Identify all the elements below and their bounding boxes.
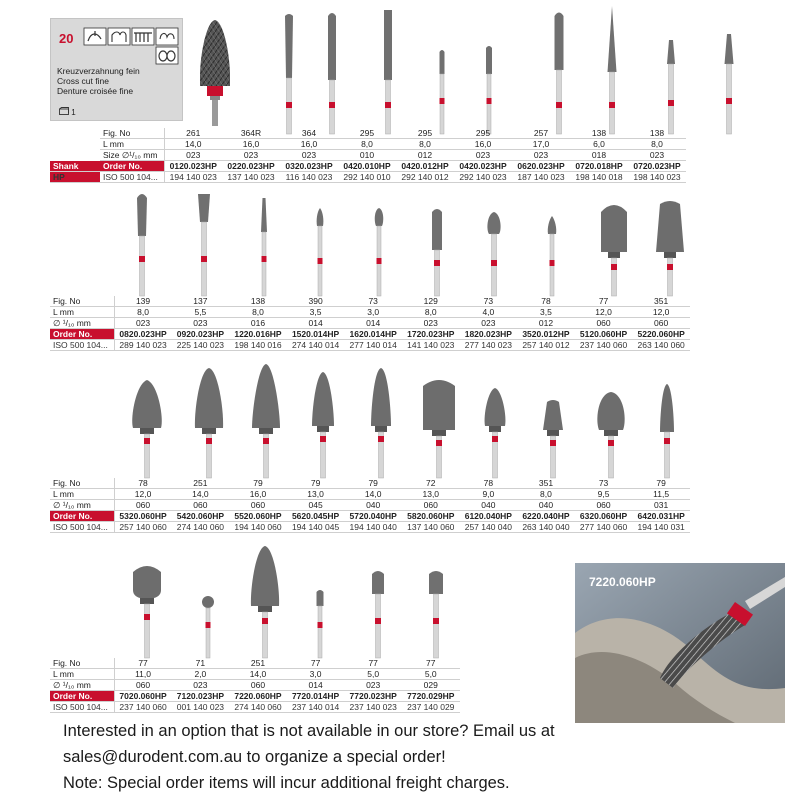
size-cell: 060 [172,500,230,511]
length-cell: 2,0 [172,669,230,680]
spec-row-size [50,150,686,161]
iso-cell: 137 140 060 [402,522,460,533]
order-number[interactable]: 1620.014HP [344,329,402,340]
spec-table-row-3 [50,478,690,533]
fig-cell: 79 [344,478,402,489]
length-cell: 9,5 [575,489,633,500]
header-icons [83,27,183,65]
length-cell: 3,0 [287,669,345,680]
size-cell: 014 [287,318,345,329]
special-order-note-line-1: Interested in an option that is not available in our store? Email us at [63,722,555,740]
iso-cell: 274 140 060 [229,702,287,713]
iso-cell: 198 140 023 [628,172,686,183]
length-cell: 8,0 [517,489,575,500]
order-number[interactable]: 5420.060HP [172,511,230,522]
length-cell: 5,5 [172,307,230,318]
fig-cell: 78 [460,478,518,489]
fig-cell: 351 [632,296,690,307]
label-diameter: ∅ ¹/₁₀ mm [50,500,114,511]
tool-illustration-5420-060hp [190,366,228,478]
tool-illustration-6320-060hp [592,390,630,478]
size-cell: 023 [164,150,222,161]
order-number[interactable]: 7220.060HP [229,691,287,702]
tool-illustration-5520-060hp [247,362,285,478]
pack-quantity-value: 1 [71,108,76,117]
label-l-mm: L mm [100,139,164,150]
iso-cell: 187 140 023 [512,172,570,183]
order-number[interactable]: 0320.023HP [280,161,338,172]
order-number[interactable]: 0420.010HP [338,161,396,172]
special-order-email[interactable]: sales@durodent.com.au to organize a special order! [63,748,446,766]
label-iso: ISO 500 104... [50,702,114,713]
tool-illustration-0920-023hp [192,192,216,296]
size-cell: 040 [517,500,575,511]
spec-row-iso [50,702,460,713]
fig-cell: 77 [287,658,345,669]
cut-type-en: Cross cut fine [57,76,109,86]
size-cell: 060 [575,500,633,511]
spec-table-row-1 [50,128,686,183]
length-cell: 16,0 [229,489,287,500]
iso-cell: 237 140 060 [575,340,633,351]
label-order-no: Order No. [50,329,114,340]
label-fig-no: Fig. No [50,296,114,307]
length-cell: 17,0 [512,139,570,150]
length-cell: 8,0 [114,307,172,318]
spec-row-fig [50,658,460,669]
order-number[interactable]: 7720.023HP [344,691,402,702]
length-cell: 3,5 [517,307,575,318]
size-cell: 031 [632,500,690,511]
order-number[interactable]: 6320.060HP [575,511,633,522]
iso-cell: 198 140 018 [570,172,628,183]
length-cell: 8,0 [229,307,287,318]
length-cell: 8,0 [402,307,460,318]
tool-illustration-7020-060hp [128,560,166,658]
pack-quantity [59,107,76,117]
iso-cell: 137 140 023 [222,172,280,183]
order-number[interactable]: 0720.018HP [570,161,628,172]
label-order-no: Order No. [50,511,114,522]
tool-illustration-5220-060hp [652,198,688,296]
tool-illustration-1820-023hp [482,210,506,296]
order-number[interactable]: 6220.040HP [517,511,575,522]
iso-cell: 237 140 014 [287,702,345,713]
fig-cell: 138 [628,128,686,139]
label-fig-no: Fig. No [50,478,114,489]
order-number[interactable]: 7720.029HP [402,691,460,702]
size-cell: 060 [229,680,287,691]
length-cell: 4,0 [460,307,518,318]
length-cell: 9,0 [460,489,518,500]
size-cell: 023 [628,150,686,161]
size-cell: 040 [460,500,518,511]
size-cell: 014 [287,680,345,691]
iso-cell: 198 140 016 [229,340,287,351]
tool-illustration-5820-060hp [418,374,460,478]
fig-cell: 138 [570,128,628,139]
tool-illustration-0420-012hp [478,44,500,134]
spec-row-order [50,691,460,702]
spec-row-order [50,511,690,522]
spec-row-order [50,329,690,340]
size-cell: 016 [229,318,287,329]
iso-cell: 263 140 060 [632,340,690,351]
tool-illustration-5720-040hp [364,366,398,478]
size-cell: 060 [114,500,172,511]
order-number[interactable]: 1720.023HP [402,329,460,340]
order-number[interactable]: 5820.060HP [402,511,460,522]
iso-cell: 194 140 031 [632,522,690,533]
size-cell: 010 [338,150,396,161]
spec-row-length [50,669,460,680]
order-number[interactable]: 0420.012HP [396,161,454,172]
size-cell: 012 [517,318,575,329]
tool-illustration-0220-023hp [321,10,343,134]
fig-cell: 77 [344,658,402,669]
label-diameter: ∅ ¹/₁₀ mm [50,680,114,691]
label-l-mm: L mm [50,669,114,680]
length-cell: 8,0 [396,139,454,150]
spec-row-iso [50,172,686,183]
fig-cell: 137 [172,296,230,307]
section-number: 20 [59,31,74,46]
tool-illustration-6420-031hp [652,382,682,478]
tool-illustration-5620-045hp [306,370,340,478]
order-number[interactable]: 6420.031HP [632,511,690,522]
order-number[interactable]: 7020.060HP [114,691,172,702]
tool-illustration-0720-018hp [660,38,682,134]
length-cell: 14,0 [344,489,402,500]
tool-illustration-0720-023hp [718,32,740,134]
size-cell: 023 [172,680,230,691]
tool-illustration-6120-040hp [480,386,510,478]
label-iso: ISO 500 104... [100,172,164,183]
iso-cell: 277 140 023 [460,340,518,351]
iso-cell: 194 140 045 [287,522,345,533]
cross-cut-teeth-icon [132,28,154,45]
length-cell: 16,0 [280,139,338,150]
tool-illustration-0420-023hp [548,10,570,134]
order-number[interactable]: 5120.060HP [575,329,633,340]
size-cell: 023 [454,150,512,161]
length-cell: 5,0 [402,669,460,680]
fig-cell: 390 [287,296,345,307]
order-number[interactable]: 5220.060HP [632,329,690,340]
label-l-mm: L mm [50,489,114,500]
fig-cell: 77 [114,658,172,669]
length-cell: 3,0 [344,307,402,318]
tool-illustration-1620-014hp [367,206,391,296]
size-cell: 023 [280,150,338,161]
tool-illustration-1720-023hp [425,206,449,296]
tool-illustration-5120-060hp [596,198,632,296]
order-number[interactable]: 3520.012HP [517,329,575,340]
size-cell: 023 [344,680,402,691]
spec-row-fig [50,296,690,307]
iso-cell: 257 140 012 [517,340,575,351]
spec-table-row-2 [50,296,690,351]
fig-cell: 251 [172,478,230,489]
tool-illustration-7220-060hp [246,544,284,658]
length-cell: 5,0 [344,669,402,680]
tool-illustration-7720-014hp [308,588,332,658]
fig-cell: 77 [575,296,633,307]
iso-cell: 292 140 010 [338,172,396,183]
fig-cell: 138 [229,296,287,307]
product-header-box [50,18,183,121]
order-number[interactable]: 5320.060HP [114,511,172,522]
spec-row-length [50,307,690,318]
iso-cell: 277 140 060 [575,522,633,533]
model-tooling-icon [108,28,130,45]
spec-row-order [50,161,686,172]
size-cell: 023 [172,318,230,329]
length-cell: 8,0 [338,139,396,150]
label-iso: ISO 500 104... [50,522,114,533]
spec-row-size [50,680,460,691]
fig-cell: 73 [344,296,402,307]
iso-cell: 225 140 023 [172,340,230,351]
label-size: Size ∅¹/₁₀ mm [100,150,164,161]
size-cell: 029 [402,680,460,691]
tool-illustration-1520-014hp [308,206,332,296]
size-cell: 023 [222,150,280,161]
tool-illustration-3520-012hp [540,214,564,296]
spec-row-fig [50,128,686,139]
size-cell: 014 [344,318,402,329]
size-cell: 045 [287,500,345,511]
length-cell: 6,0 [570,139,628,150]
order-number[interactable]: 0820.023HP [114,329,172,340]
label-diameter: ∅ ¹/₁₀ mm [50,318,114,329]
tool-illustration-1220-016hp [252,196,276,296]
fig-cell: 364 [280,128,338,139]
length-cell: 16,0 [222,139,280,150]
size-cell: 060 [402,500,460,511]
tool-illustration-7120-023hp [196,594,220,658]
iso-cell: 274 140 014 [287,340,345,351]
length-cell: 8,0 [628,139,686,150]
size-cell: 060 [575,318,633,329]
spec-row-fig [50,478,690,489]
iso-cell: 194 140 060 [229,522,287,533]
label-iso: ISO 500 104... [50,340,114,351]
product-photo-label: 7220.060HP [589,575,656,589]
tool-illustration-7720-029hp [424,568,448,658]
fig-cell: 295 [454,128,512,139]
fig-cell: 78 [114,478,172,489]
iso-cell: 194 140 023 [164,172,222,183]
order-number[interactable]: 5620.045HP [287,511,345,522]
tool-illustration-5320-060hp [128,378,166,478]
order-number[interactable]: 0220.023HP [222,161,280,172]
iso-cell: 257 140 040 [460,522,518,533]
iso-cell: 263 140 040 [517,522,575,533]
size-cell: 023 [512,150,570,161]
size-cell: 023 [114,318,172,329]
label-order-no: Order No. [50,691,114,702]
tool-illustration-7720-023hp [366,568,390,658]
order-number[interactable]: 0120.023HP [164,161,222,172]
contra-angle-hp-icon [156,47,178,64]
iso-cell: 001 140 023 [172,702,230,713]
order-number[interactable]: 5520.060HP [229,511,287,522]
cut-type-description [57,66,140,96]
tool-illustration-0820-023hp [130,190,154,296]
iso-cell: 194 140 040 [344,522,402,533]
iso-cell: 277 140 014 [344,340,402,351]
spec-row-size [50,318,690,329]
fig-cell: 72 [402,478,460,489]
fig-cell: 295 [396,128,454,139]
fig-cell: 73 [460,296,518,307]
size-cell: 018 [570,150,628,161]
tool-illustration-0620-023hp [601,6,623,134]
spec-row-iso [50,340,690,351]
order-number[interactable]: 5720.040HP [344,511,402,522]
iso-cell: 274 140 060 [172,522,230,533]
size-cell: 023 [402,318,460,329]
length-cell: 16,0 [454,139,512,150]
order-number[interactable]: 7120.023HP [172,691,230,702]
fig-cell: 79 [632,478,690,489]
iso-cell: 141 140 023 [402,340,460,351]
fig-cell: 295 [338,128,396,139]
size-cell: 023 [460,318,518,329]
length-cell: 12,0 [575,307,633,318]
fig-cell: 78 [517,296,575,307]
fig-cell: 129 [402,296,460,307]
label-fig-no: Fig. No [50,658,114,669]
spec-row-size [50,500,690,511]
order-number[interactable]: 7720.014HP [287,691,345,702]
fig-cell: 79 [229,478,287,489]
fig-cell: 139 [114,296,172,307]
package-icon [59,107,69,115]
fig-cell: 257 [512,128,570,139]
product-photo [575,563,785,723]
cut-type-de: Kreuzverzahnung fein [57,66,140,76]
fig-cell: 73 [575,478,633,489]
iso-cell: 289 140 023 [114,340,172,351]
iso-cell: 257 140 060 [114,522,172,533]
denture-tooling-icon [84,28,106,45]
iso-cell: 237 140 023 [344,702,402,713]
hp-label: HP [50,172,100,183]
fig-cell: 79 [287,478,345,489]
fig-cell: 351 [517,478,575,489]
length-cell: 11,0 [114,669,172,680]
label-l-mm: L mm [50,307,114,318]
order-number[interactable]: 0720.023HP [628,161,686,172]
size-cell: 060 [229,500,287,511]
order-number[interactable]: 0620.023HP [512,161,570,172]
iso-cell: 292 140 012 [396,172,454,183]
length-cell: 12,0 [632,307,690,318]
fig-cell: 251 [229,658,287,669]
order-number[interactable]: 0420.023HP [454,161,512,172]
length-cell: 3,5 [287,307,345,318]
length-cell: 11,5 [632,489,690,500]
order-number[interactable]: 6120.040HP [460,511,518,522]
freight-charges-note: Note: Special order items will incur additional freight charges. [63,774,510,792]
order-number[interactable]: 1820.023HP [460,329,518,340]
iso-cell: 237 140 060 [114,702,172,713]
tool-illustration-6220-040hp [538,398,568,478]
spec-row-length [50,139,686,150]
order-number[interactable]: 1520.014HP [287,329,345,340]
order-number[interactable]: 1220.016HP [229,329,287,340]
length-cell: 14,0 [229,669,287,680]
fig-cell: 261 [164,128,222,139]
order-number[interactable]: 0920.023HP [172,329,230,340]
iso-cell: 237 140 029 [402,702,460,713]
fig-cell: 71 [172,658,230,669]
spec-row-length [50,489,690,500]
spec-row-iso [50,522,690,533]
tool-illustration-0320-023hp [377,8,399,134]
length-cell: 14,0 [164,139,222,150]
length-cell: 14,0 [172,489,230,500]
label-order-no: Order No. [100,161,164,172]
acrylic-icon [156,28,178,45]
fig-cell: 364R [222,128,280,139]
fig-cell: 77 [402,658,460,669]
size-cell: 040 [344,500,402,511]
header-cutter-svg [190,18,240,126]
size-cell: 012 [396,150,454,161]
size-cell: 060 [632,318,690,329]
length-cell: 13,0 [402,489,460,500]
cut-type-fr: Denture croisée fine [57,86,134,96]
size-cell: 060 [114,680,172,691]
spec-table-row-4 [50,658,460,713]
header-cutter-illustration [190,18,240,126]
iso-cell: 116 140 023 [280,172,338,183]
shank-label: Shank [50,161,100,172]
tool-illustration-0420-010hp [431,48,453,134]
length-cell: 12,0 [114,489,172,500]
label-fig-no: Fig. No [100,128,164,139]
tool-illustration-0120-023hp [278,12,300,134]
length-cell: 13,0 [287,489,345,500]
iso-cell: 292 140 023 [454,172,512,183]
